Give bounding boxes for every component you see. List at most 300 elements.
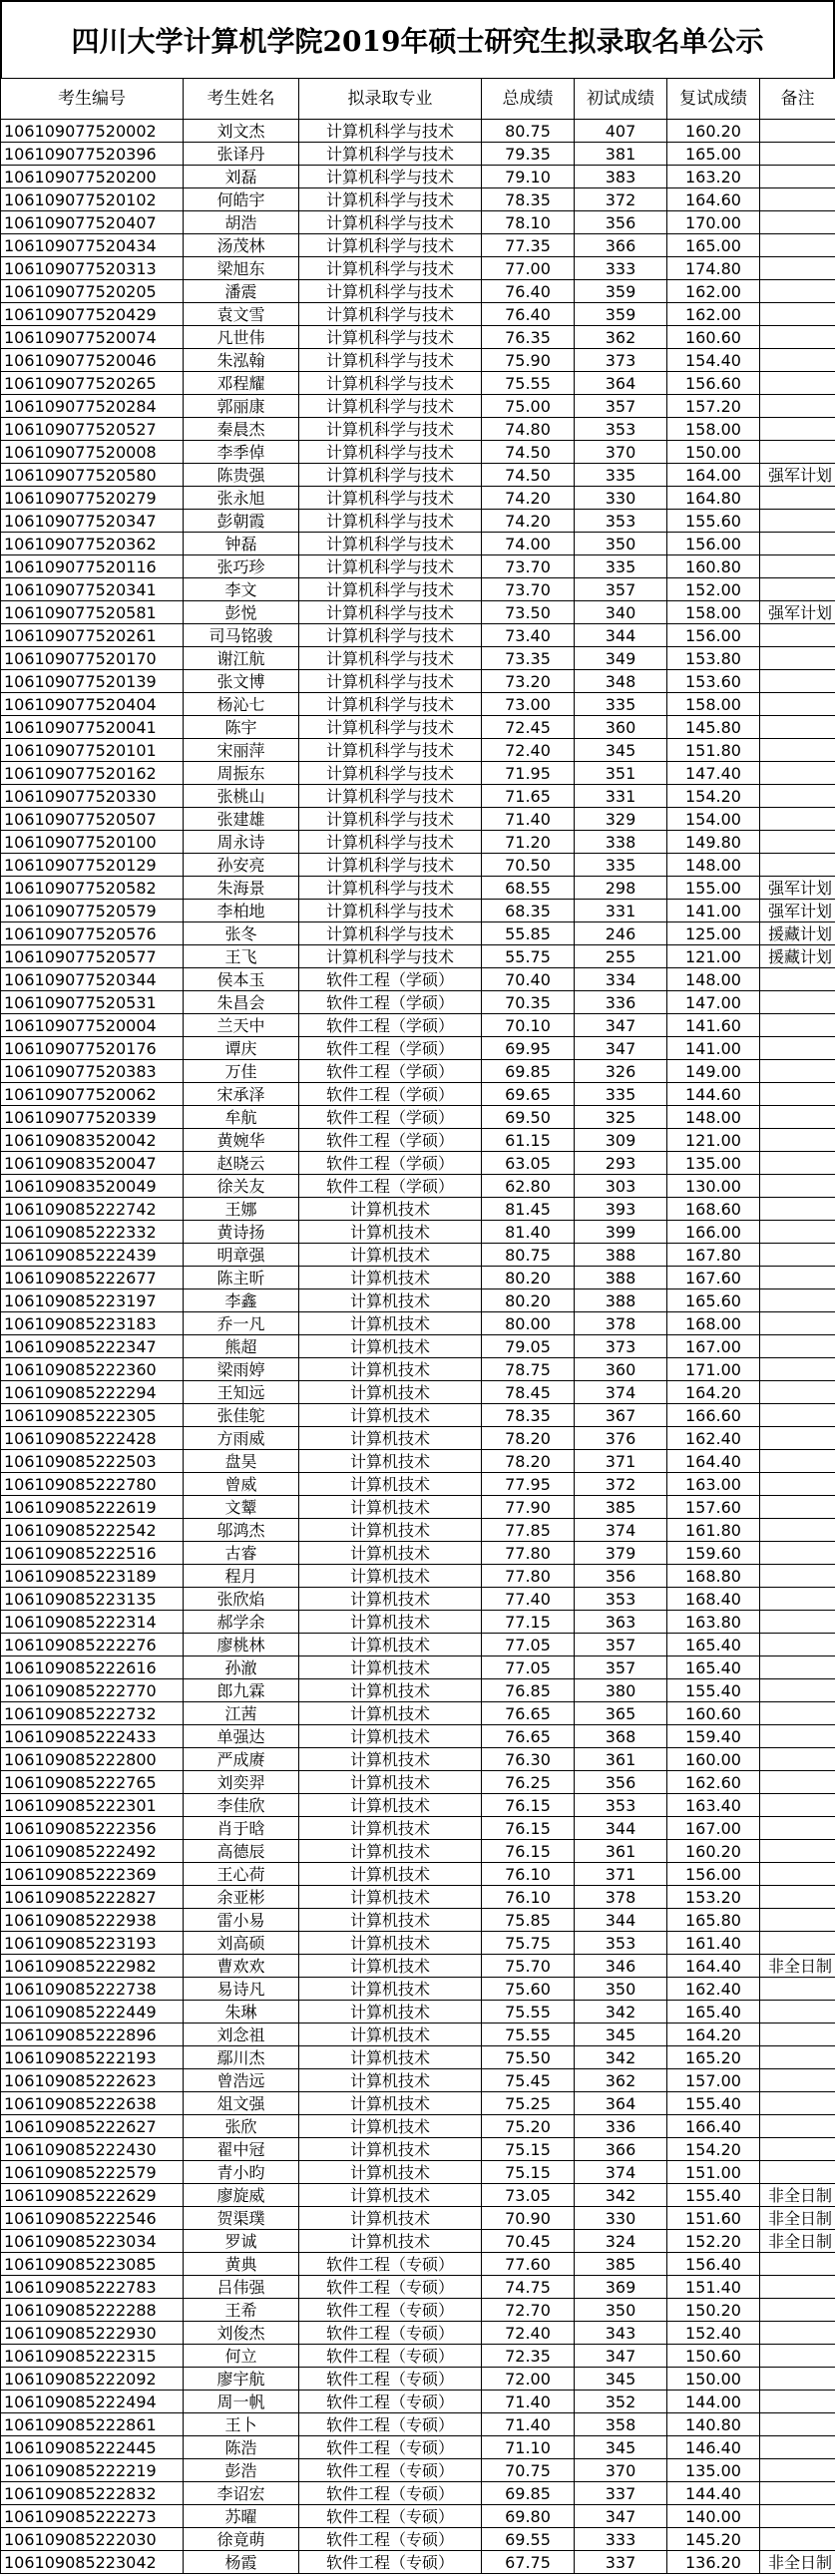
table-row [1,1312,835,1335]
retest-score-cell: 155.40 [667,1679,760,1702]
remarks-cell [760,808,835,831]
table-row [1,1335,835,1358]
table-row [1,1519,835,1542]
total-score-cell: 77.05 [482,1634,575,1656]
table-row [1,2436,835,2459]
major-cell: 计算机技术 [299,1267,482,1289]
initial-score-cell: 335 [575,693,667,716]
name-cell: 潘震 [184,280,299,303]
remarks-cell [760,2482,835,2505]
retest-score-cell: 153.80 [667,647,760,670]
candidate-id-cell: 106109085223197 [1,1289,184,1312]
name-cell: 古睿 [184,1542,299,1565]
retest-score-cell: 171.00 [667,1358,760,1381]
initial-score-cell: 388 [575,1289,667,1312]
remarks-cell [760,1267,835,1289]
major-cell: 计算机科学与技术 [299,785,482,808]
candidate-id-cell: 106109083520047 [1,1152,184,1175]
total-score-cell: 70.50 [482,854,575,877]
total-score-cell: 75.25 [482,2092,575,2115]
name-cell: 周振东 [184,762,299,785]
total-score-cell: 76.30 [482,1748,575,1771]
remarks-cell [760,739,835,762]
table-row [1,922,835,945]
retest-score-cell: 155.00 [667,877,760,900]
initial-score-cell: 343 [575,2322,667,2345]
name-cell: 陈主昕 [184,1267,299,1289]
total-score-cell: 80.75 [482,120,575,143]
initial-score-cell: 370 [575,441,667,464]
remarks-cell [760,2322,835,2345]
initial-score-cell: 338 [575,831,667,854]
table-row [1,555,835,578]
table-row [1,1244,835,1267]
table-row [1,716,835,739]
remarks-cell [760,533,835,555]
major-cell: 计算机技术 [299,1611,482,1634]
initial-score-cell: 326 [575,1060,667,1083]
remarks-cell [760,2253,835,2276]
total-score-cell: 76.40 [482,280,575,303]
total-score-cell: 55.75 [482,945,575,968]
major-cell: 计算机技术 [299,1840,482,1863]
table-row [1,2413,835,2436]
total-score-cell: 76.85 [482,1679,575,1702]
total-score-cell: 71.65 [482,785,575,808]
total-score-cell: 73.35 [482,647,575,670]
retest-score-cell: 165.20 [667,2046,760,2069]
total-score-cell: 75.55 [482,2024,575,2046]
table-row [1,2069,835,2092]
retest-score-cell: 154.40 [667,349,760,372]
remarks-cell [760,1909,835,1932]
major-cell: 计算机技术 [299,1312,482,1335]
table-row [1,2345,835,2368]
major-cell: 计算机技术 [299,1817,482,1840]
name-cell: 杨霞 [184,2551,299,2574]
retest-score-cell: 167.60 [667,1267,760,1289]
name-cell: 孙安亮 [184,854,299,877]
remarks-cell [760,1611,835,1634]
candidate-id-cell: 106109085222783 [1,2276,184,2299]
candidate-id-cell: 106109077520347 [1,510,184,533]
retest-score-cell: 158.00 [667,418,760,441]
table-row [1,2482,835,2505]
document-title: 四川大学计算机学院2019年硕士研究生拟录取名单公示 [0,0,835,78]
major-cell: 计算机技术 [299,1794,482,1817]
retest-score-cell: 146.40 [667,2436,760,2459]
candidate-id-cell: 106109077520139 [1,670,184,693]
admission-table [0,78,835,2574]
candidate-id-cell: 106109077520046 [1,349,184,372]
name-cell: 何立 [184,2345,299,2368]
table-row [1,1771,835,1794]
name-cell: 刘念祖 [184,2024,299,2046]
name-cell: 张桃山 [184,785,299,808]
table-row [1,831,835,854]
major-cell: 计算机科学与技术 [299,877,482,900]
major-cell: 计算机科学与技术 [299,510,482,533]
major-cell: 软件工程（专硕） [299,2482,482,2505]
name-cell: 张佳鸵 [184,1404,299,1427]
name-cell: 李诏宏 [184,2482,299,2505]
table-row [1,1152,835,1175]
total-score-cell: 75.00 [482,395,575,418]
remarks-cell [760,1152,835,1175]
header-cell-remarks: 备注 [760,79,835,120]
major-cell: 计算机科学与技术 [299,211,482,234]
total-score-cell: 81.45 [482,1198,575,1221]
total-score-cell: 78.10 [482,211,575,234]
name-cell: 曹欢欢 [184,1955,299,1978]
major-cell: 计算机科学与技术 [299,257,482,280]
remarks-cell [760,2299,835,2322]
major-cell: 软件工程（学硕） [299,1106,482,1129]
candidate-id-cell: 106109085222092 [1,2368,184,2391]
initial-score-cell: 362 [575,2069,667,2092]
initial-score-cell: 335 [575,1083,667,1106]
major-cell: 计算机技术 [299,2024,482,2046]
total-score-cell: 79.10 [482,166,575,188]
remarks-cell [760,280,835,303]
initial-score-cell: 363 [575,1611,667,1634]
initial-score-cell: 378 [575,1312,667,1335]
major-cell: 计算机科学与技术 [299,647,482,670]
candidate-id-cell: 106109085222332 [1,1221,184,1244]
name-cell: 李柏地 [184,900,299,922]
remarks-cell [760,1932,835,1955]
total-score-cell: 76.15 [482,1817,575,1840]
table-row [1,2299,835,2322]
name-cell: 廖桃林 [184,1634,299,1656]
name-cell: 朱琳 [184,2001,299,2024]
major-cell: 计算机科学与技术 [299,188,482,211]
candidate-id-cell: 106109077520404 [1,693,184,716]
table-row [1,2046,835,2069]
table-row [1,234,835,257]
table-row [1,2207,835,2230]
header-cell-total-score: 总成绩 [482,79,575,120]
candidate-id-cell: 106109077520002 [1,120,184,143]
major-cell: 计算机技术 [299,1221,482,1244]
table-row [1,1588,835,1611]
remarks-cell [760,1702,835,1725]
table-row [1,854,835,877]
initial-score-cell: 337 [575,2482,667,2505]
retest-score-cell: 165.00 [667,234,760,257]
remarks-cell [760,2505,835,2528]
candidate-id-cell: 106109077520341 [1,578,184,601]
initial-score-cell: 359 [575,280,667,303]
name-cell: 易诗凡 [184,1978,299,2001]
major-cell: 计算机技术 [299,1702,482,1725]
candidate-id-cell: 106109077520170 [1,647,184,670]
initial-score-cell: 342 [575,2184,667,2207]
name-cell: 雷小易 [184,1909,299,1932]
name-cell: 袁文雪 [184,303,299,326]
table-row [1,991,835,1014]
candidate-id-cell: 106109085223034 [1,2230,184,2253]
name-cell: 王娜 [184,1198,299,1221]
total-score-cell: 55.85 [482,922,575,945]
retest-score-cell: 160.20 [667,120,760,143]
major-cell: 计算机技术 [299,1955,482,1978]
total-score-cell: 80.75 [482,1244,575,1267]
header-cell-candidate-id: 考生编号 [1,79,184,120]
major-cell: 计算机科学与技术 [299,234,482,257]
remarks-cell [760,785,835,808]
candidate-id-cell: 106109077520261 [1,624,184,647]
remarks-cell [760,1427,835,1450]
candidate-id-cell: 106109077520205 [1,280,184,303]
initial-score-cell: 357 [575,395,667,418]
remarks-cell [760,1198,835,1221]
name-cell: 黄典 [184,2253,299,2276]
candidate-id-cell: 106109085222861 [1,2413,184,2436]
candidate-id-cell: 106109085222638 [1,2092,184,2115]
retest-score-cell: 163.80 [667,1611,760,1634]
initial-score-cell: 383 [575,166,667,188]
remarks-cell [760,303,835,326]
table-row [1,464,835,487]
table-row [1,900,835,922]
retest-score-cell: 164.00 [667,464,760,487]
retest-score-cell: 155.40 [667,2092,760,2115]
major-cell: 软件工程（学硕） [299,1083,482,1106]
major-cell: 软件工程（专硕） [299,2436,482,2459]
table-row [1,418,835,441]
table-row [1,211,835,234]
candidate-id-cell: 106109085222315 [1,2345,184,2368]
initial-score-cell: 369 [575,2276,667,2299]
table-row [1,1037,835,1060]
remarks-cell: 非全日制 [760,2184,835,2207]
total-score-cell: 79.05 [482,1335,575,1358]
retest-score-cell: 167.00 [667,1335,760,1358]
major-cell: 计算机科学与技术 [299,487,482,510]
retest-score-cell: 135.00 [667,1152,760,1175]
total-score-cell: 73.70 [482,578,575,601]
table-row [1,510,835,533]
remarks-cell [760,2001,835,2024]
total-score-cell: 75.15 [482,2138,575,2161]
total-score-cell: 74.20 [482,487,575,510]
retest-score-cell: 151.40 [667,2276,760,2299]
initial-score-cell: 374 [575,1381,667,1404]
major-cell: 计算机科学与技术 [299,831,482,854]
name-cell: 杨沁七 [184,693,299,716]
table-row [1,1702,835,1725]
candidate-id-cell: 106109077520162 [1,762,184,785]
major-cell: 计算机技术 [299,1656,482,1679]
candidate-id-cell: 106109085222193 [1,2046,184,2069]
name-cell: 朱昌会 [184,991,299,1014]
candidate-id-cell: 106109077520531 [1,991,184,1014]
table-row [1,2276,835,2299]
major-cell: 计算机科学与技术 [299,900,482,922]
initial-score-cell: 331 [575,785,667,808]
initial-score-cell: 381 [575,143,667,166]
retest-score-cell: 167.00 [667,1817,760,1840]
initial-score-cell: 371 [575,1450,667,1473]
total-score-cell: 72.40 [482,739,575,762]
candidate-id-cell: 106109077520129 [1,854,184,877]
remarks-cell [760,1748,835,1771]
retest-score-cell: 159.60 [667,1542,760,1565]
retest-score-cell: 164.60 [667,188,760,211]
table-row [1,2391,835,2413]
retest-score-cell: 150.00 [667,441,760,464]
remarks-cell [760,1221,835,1244]
remarks-cell: 强军计划 [760,601,835,624]
retest-score-cell: 152.40 [667,2322,760,2345]
major-cell: 计算机科学与技术 [299,670,482,693]
total-score-cell: 71.40 [482,2413,575,2436]
total-score-cell: 76.25 [482,1771,575,1794]
total-score-cell: 76.35 [482,326,575,349]
initial-score-cell: 345 [575,739,667,762]
candidate-id-cell: 106109083520049 [1,1175,184,1198]
candidate-id-cell: 106109085222492 [1,1840,184,1863]
candidate-id-cell: 106109077520004 [1,1014,184,1037]
initial-score-cell: 335 [575,854,667,877]
name-cell: 朱泓翰 [184,349,299,372]
total-score-cell: 77.05 [482,1656,575,1679]
table-row [1,441,835,464]
total-score-cell: 78.20 [482,1450,575,1473]
major-cell: 计算机科学与技术 [299,395,482,418]
retest-score-cell: 160.60 [667,326,760,349]
initial-score-cell: 344 [575,1909,667,1932]
total-score-cell: 75.55 [482,372,575,395]
name-cell: 梁旭东 [184,257,299,280]
name-cell: 刘俊杰 [184,2322,299,2345]
remarks-cell [760,166,835,188]
total-score-cell: 76.65 [482,1725,575,1748]
initial-score-cell: 353 [575,418,667,441]
initial-score-cell: 368 [575,1725,667,1748]
total-score-cell: 73.00 [482,693,575,716]
candidate-id-cell: 106109085222356 [1,1817,184,1840]
total-score-cell: 77.95 [482,1473,575,1496]
remarks-cell [760,1863,835,1886]
initial-score-cell: 345 [575,2368,667,2391]
initial-score-cell: 337 [575,2551,667,2574]
table-row [1,188,835,211]
table-row [1,1840,835,1863]
table-row [1,877,835,900]
table-row [1,2138,835,2161]
table-row [1,1978,835,2001]
retest-score-cell: 149.00 [667,1060,760,1083]
table-row [1,2528,835,2551]
initial-score-cell: 407 [575,120,667,143]
name-cell: 梁雨婷 [184,1358,299,1381]
candidate-id-cell: 106109085222770 [1,1679,184,1702]
table-row [1,2230,835,2253]
total-score-cell: 72.70 [482,2299,575,2322]
initial-score-cell: 335 [575,464,667,487]
total-score-cell: 80.20 [482,1289,575,1312]
remarks-cell [760,418,835,441]
table-row [1,1542,835,1565]
retest-score-cell: 162.00 [667,303,760,326]
total-score-cell: 72.00 [482,2368,575,2391]
major-cell: 计算机科学与技术 [299,922,482,945]
table-row [1,1565,835,1588]
table-row [1,1267,835,1289]
initial-score-cell: 360 [575,1358,667,1381]
remarks-cell [760,1794,835,1817]
candidate-id-cell: 106109077520507 [1,808,184,831]
retest-score-cell: 121.00 [667,1129,760,1152]
retest-score-cell: 163.00 [667,1473,760,1496]
initial-score-cell: 399 [575,1221,667,1244]
retest-score-cell: 125.00 [667,922,760,945]
candidate-id-cell: 106109085222896 [1,2024,184,2046]
candidate-id-cell: 106109085222629 [1,2184,184,2207]
remarks-cell [760,831,835,854]
candidate-id-cell: 106109077520200 [1,166,184,188]
initial-score-cell: 374 [575,1519,667,1542]
total-score-cell: 77.85 [482,1519,575,1542]
retest-score-cell: 155.60 [667,510,760,533]
retest-score-cell: 153.60 [667,670,760,693]
major-cell: 软件工程（专硕） [299,2391,482,2413]
total-score-cell: 78.35 [482,1404,575,1427]
candidate-id-cell: 106109077520062 [1,1083,184,1106]
table-row [1,762,835,785]
remarks-cell [760,2345,835,2368]
retest-score-cell: 149.80 [667,831,760,854]
remarks-cell [760,1519,835,1542]
retest-score-cell: 160.80 [667,555,760,578]
total-score-cell: 75.50 [482,2046,575,2069]
total-score-cell: 74.75 [482,2276,575,2299]
candidate-id-cell: 106109077520581 [1,601,184,624]
candidate-id-cell: 106109077520576 [1,922,184,945]
candidate-id-cell: 106109085222800 [1,1748,184,1771]
candidate-id-cell: 106109085222314 [1,1611,184,1634]
retest-score-cell: 162.40 [667,1427,760,1450]
retest-score-cell: 158.00 [667,693,760,716]
table-row [1,1083,835,1106]
candidate-id-cell: 106109077520101 [1,739,184,762]
table-row [1,1794,835,1817]
retest-score-cell: 130.00 [667,1175,760,1198]
major-cell: 计算机科学与技术 [299,464,482,487]
candidate-id-cell: 106109085222930 [1,2322,184,2345]
remarks-cell: 强军计划 [760,900,835,922]
total-score-cell: 71.95 [482,762,575,785]
initial-score-cell: 374 [575,2161,667,2184]
candidate-id-cell: 106109085222288 [1,2299,184,2322]
retest-score-cell: 156.60 [667,372,760,395]
candidate-id-cell: 106109077520313 [1,257,184,280]
major-cell: 计算机技术 [299,1588,482,1611]
major-cell: 计算机科学与技术 [299,555,482,578]
initial-score-cell: 353 [575,1932,667,1955]
retest-score-cell: 141.00 [667,900,760,922]
name-cell: 文颦 [184,1496,299,1519]
initial-score-cell: 371 [575,1863,667,1886]
remarks-cell [760,441,835,464]
major-cell: 计算机技术 [299,2161,482,2184]
major-cell: 计算机技术 [299,1909,482,1932]
candidate-id-cell: 106109085222982 [1,1955,184,1978]
candidate-id-cell: 106109085222360 [1,1358,184,1381]
name-cell: 周一帆 [184,2391,299,2413]
